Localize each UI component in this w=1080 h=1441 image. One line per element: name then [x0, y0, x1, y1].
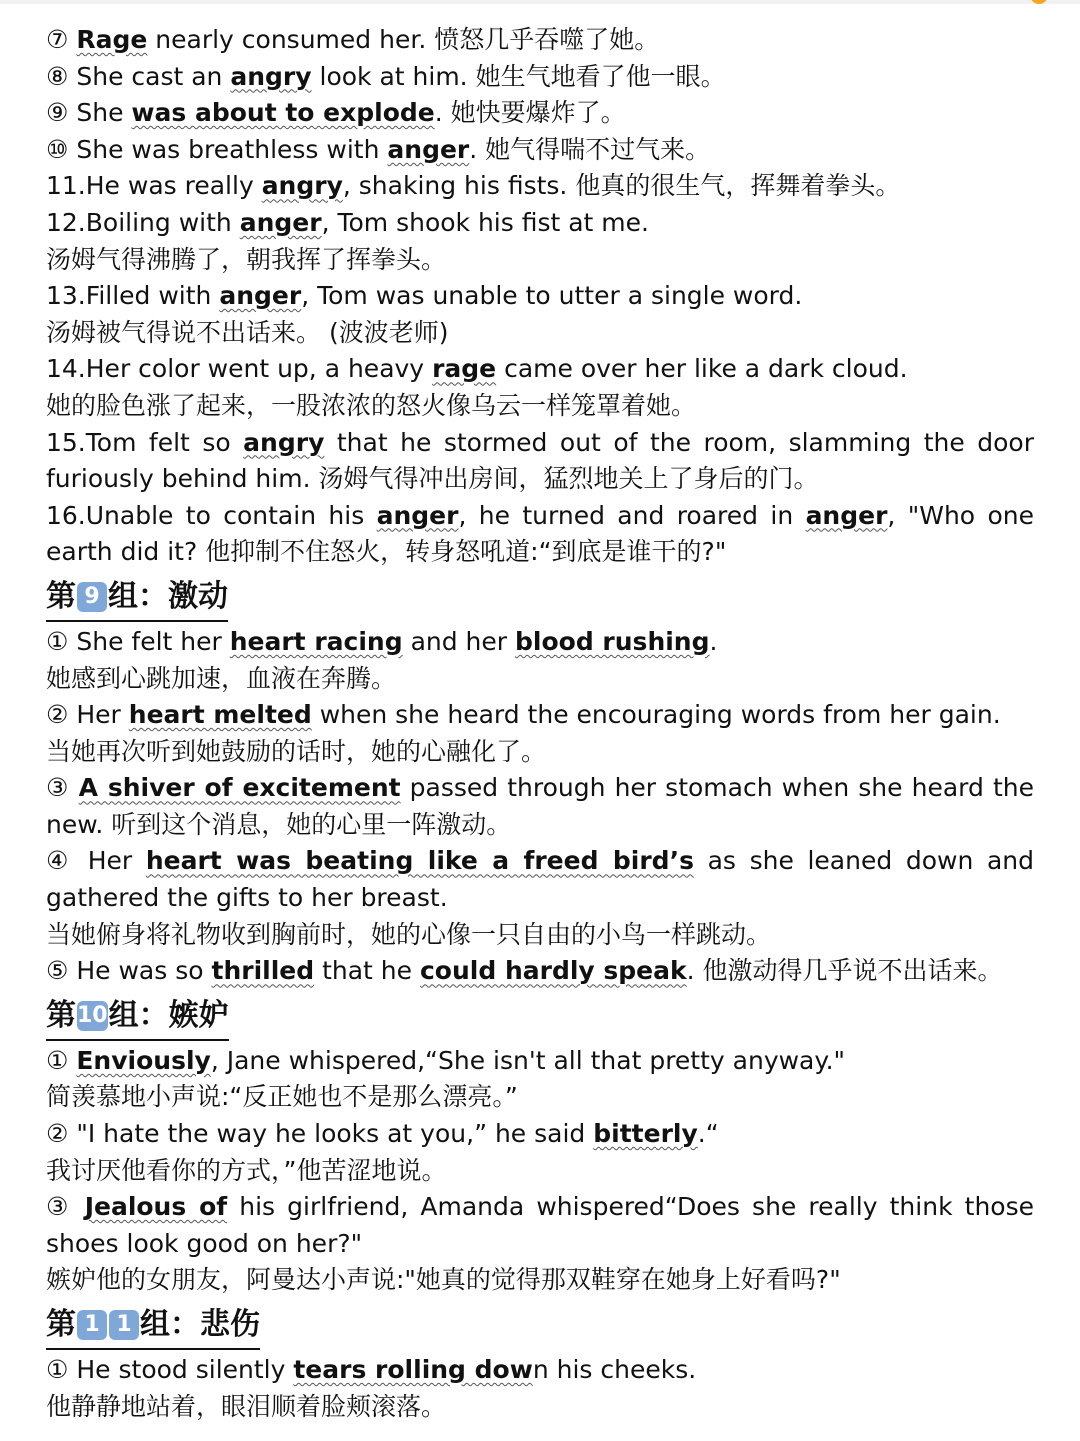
text-line: [46, 624, 1034, 661]
highlighted-phrase: heart melted: [128, 700, 312, 730]
line-text: came over her like a dark cloud.: [496, 354, 908, 384]
text-line: [46, 132, 1034, 169]
highlighted-phrase: anger: [387, 134, 470, 164]
number-badge-icon: 9: [77, 582, 107, 612]
line-text: new. 听到这个消息，她的心里一阵激动。: [46, 809, 512, 839]
line-text: . 她快要爆炸了。: [434, 98, 626, 128]
text-line: [46, 498, 1034, 535]
text-line: [46, 953, 1034, 990]
text-line: [46, 807, 1034, 844]
line-text: 他静静地站着，眼泪顺着脸颊滚落。: [46, 1391, 447, 1421]
highlighted-phrase: could hardly speak: [419, 956, 687, 986]
highlighted-phrase: A shiver of excitement: [78, 773, 401, 803]
line-text: earth did it? 他抑制不住怒火，转身怒吼道:“到底是谁干的?": [46, 537, 727, 567]
line-text: 13.Filled with: [46, 281, 220, 311]
line-text: that he: [314, 956, 420, 986]
highlighted-phrase: angry: [230, 61, 312, 91]
section-heading-wrapper: [46, 571, 1034, 624]
text-line: [46, 278, 1034, 315]
line-text: ⑧ She cast an: [46, 61, 231, 91]
line-text: as she leaned down and: [693, 846, 1034, 876]
line-text: 嫉妒他的女朋友，阿曼达小声说:"她真的觉得那双鞋穿在她身上好看吗?": [46, 1265, 841, 1295]
number-badge-icon: 10: [77, 1001, 108, 1031]
heading-title: 组：嫉妒: [108, 997, 229, 1033]
line-text: ①: [46, 1045, 77, 1075]
line-text: ① He stood silently: [46, 1355, 294, 1384]
heading-title: 组：悲伤: [140, 1307, 260, 1342]
line-text: gathered the gifts to her breast.: [46, 883, 448, 913]
line-text: , Jane whispered,“She isn't all that pretty anyway.": [210, 1045, 846, 1075]
line-text: ⑦: [46, 25, 77, 54]
line-text: ④ Her: [46, 846, 146, 876]
text-line: [46, 1262, 1034, 1299]
highlighted-phrase: thrilled: [211, 956, 315, 986]
line-text: look at him. 她生气地看了他一眼。: [311, 61, 726, 91]
text-line: [46, 1079, 1034, 1116]
line-text: , Tom was unable to utter a single word.: [301, 281, 803, 311]
text-line: [46, 661, 1034, 698]
highlighted-phrase: heart racing: [229, 626, 403, 656]
heading-title: 组：激动: [108, 578, 228, 614]
text-line: [46, 205, 1034, 242]
text-line: [46, 388, 1034, 425]
section-heading-wrapper: [46, 1299, 1034, 1352]
line-text: shoes look good on her?": [46, 1228, 363, 1258]
line-text: 当她再次听到她鼓励的话时，她的心融化了。: [46, 736, 547, 766]
number-badge-icon: 1: [109, 1310, 139, 1340]
line-text: 11.He was really: [46, 171, 262, 201]
text-line: [46, 168, 1034, 205]
line-text: .: [709, 626, 718, 656]
document-body: [46, 22, 1034, 1425]
text-line: [46, 1189, 1034, 1226]
highlighted-phrase: tears rolling dow: [293, 1355, 533, 1384]
highlighted-phrase: was about to explode: [131, 98, 435, 128]
highlighted-phrase: angry: [261, 171, 343, 201]
text-line: [46, 425, 1034, 462]
line-text: 我讨厌他看你的方式，”他苦涩地说。: [46, 1155, 447, 1185]
text-line: [46, 880, 1034, 917]
section-heading-wrapper: [46, 990, 1034, 1043]
line-text: 15.Tom felt so: [46, 427, 244, 457]
line-text: nearly consumed her. 愤怒几乎吞噬了她。: [147, 25, 660, 54]
line-text: , "Who one: [887, 500, 1034, 530]
text-line: [46, 1389, 1034, 1426]
highlighted-phrase: anger: [219, 281, 302, 311]
line-text: when she heard the encouraging words from her gain.: [311, 700, 1001, 730]
text-line: [46, 1226, 1034, 1263]
section-heading: [46, 574, 228, 622]
text-line: [46, 534, 1034, 571]
highlighted-phrase: rage: [432, 354, 497, 384]
line-text: 汤姆被气得说不出话来。 (波波老师): [46, 317, 449, 347]
highlighted-phrase: heart was beating like a freed bird’s: [145, 846, 694, 876]
highlighted-phrase: anger: [805, 500, 888, 530]
text-line: [46, 843, 1034, 880]
line-text: and her: [402, 626, 516, 656]
line-text: 当她俯身将礼物收到胸前时，她的心像一只自由的小鸟一样跳动。: [46, 919, 772, 949]
line-text: ② Her: [46, 700, 129, 730]
text-line: [46, 1116, 1034, 1153]
text-line: [46, 1153, 1034, 1190]
line-text: ② "I hate the way he looks at you,” he said: [46, 1119, 594, 1149]
text-line: [46, 734, 1034, 771]
line-text: ⑩ She was breathless with: [46, 134, 388, 164]
highlighted-phrase: Jealous of: [84, 1192, 228, 1222]
line-text: 16.Unable to contain his: [46, 500, 377, 530]
text-line: [46, 1352, 1034, 1389]
line-text: 简羡慕地小声说:“反正她也不是那么漂亮。”: [46, 1082, 518, 1112]
highlighted-phrase: anger: [239, 207, 322, 237]
text-line: [46, 1043, 1034, 1080]
section-heading: [46, 993, 229, 1041]
text-line: [46, 917, 1034, 954]
line-text: n his cheeks.: [532, 1355, 697, 1384]
text-line: [46, 315, 1034, 352]
text-line: [46, 59, 1034, 96]
line-text: that he stormed out of the room, slamming the door: [324, 427, 1034, 457]
text-line: [46, 697, 1034, 734]
line-text: ⑤ He was so: [46, 956, 212, 986]
text-line: [46, 242, 1034, 279]
text-line: [46, 351, 1034, 388]
line-text: .“: [697, 1119, 719, 1149]
line-text: ① She felt her: [46, 626, 230, 656]
highlighted-phrase: bitterly: [593, 1119, 698, 1149]
line-text: 她的脸色涨了起来，一股浓浓的怒火像乌云一样笼罩着她。: [46, 390, 697, 420]
line-text: his girlfriend, Amanda whispered“Does she really think those: [227, 1192, 1034, 1222]
line-text: ③: [46, 773, 79, 803]
heading-prefix: 第: [46, 1307, 76, 1342]
line-text: 她感到心跳加速，血液在奔腾。: [46, 663, 397, 693]
heading-prefix: 第: [46, 997, 76, 1033]
text-line: [46, 95, 1034, 132]
highlighted-phrase: blood rushing: [515, 626, 710, 656]
highlighted-phrase: angry: [243, 427, 325, 457]
line-text: 12.Boiling with: [46, 207, 240, 237]
line-text: furiously behind him. 汤姆气得冲出房间，猛烈地关上了身后的门。: [46, 464, 819, 494]
highlighted-phrase: Enviously: [76, 1045, 211, 1075]
top-border: [0, 0, 1080, 4]
line-text: . 他激动得几乎说不出话来。: [686, 956, 1003, 986]
highlighted-phrase: Rage: [76, 25, 148, 54]
line-text: , Tom shook his fist at me.: [321, 207, 649, 237]
text-line: [46, 461, 1034, 498]
number-badge-icon: 1: [77, 1310, 107, 1340]
line-text: . 她气得喘不过气来。: [469, 134, 711, 164]
line-text: ③: [46, 1192, 85, 1222]
text-line: [46, 22, 1034, 59]
line-text: passed through her stomach when she heard the: [400, 773, 1034, 803]
highlighted-phrase: anger: [376, 500, 459, 530]
section-heading: [46, 1302, 260, 1350]
text-line: [46, 770, 1034, 807]
heading-prefix: 第: [46, 578, 76, 614]
line-text: , he turned and roared in: [458, 500, 806, 530]
line-text: 14.Her color went up, a heavy: [46, 354, 433, 384]
line-text: ⑨ She: [46, 98, 132, 128]
line-text: 汤姆气得沸腾了，朝我挥了挥拳头。: [46, 244, 447, 274]
line-text: , shaking his fists. 他真的很生气，挥舞着拳头。: [342, 171, 901, 201]
